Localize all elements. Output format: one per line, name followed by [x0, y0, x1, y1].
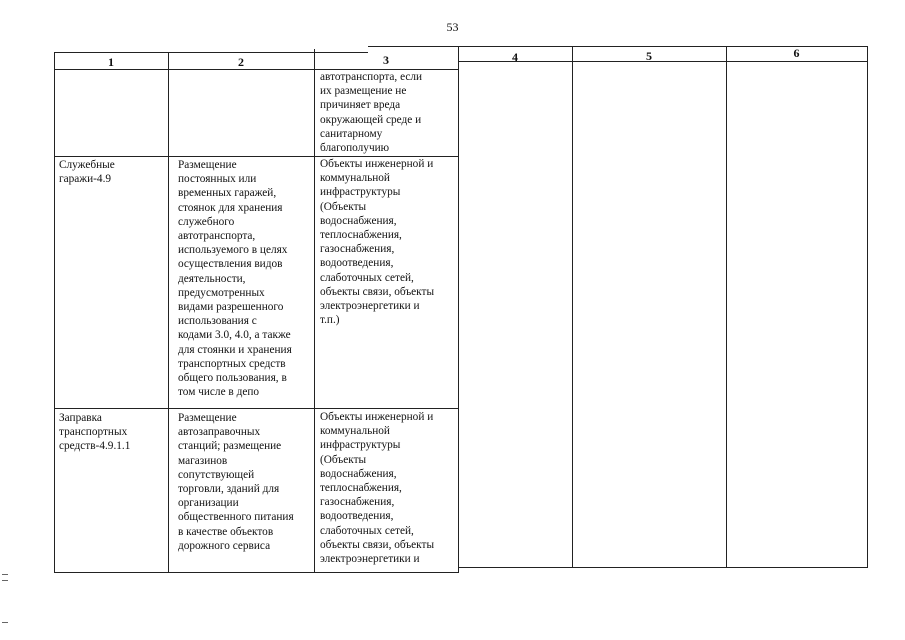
- col-border-2-3: [314, 49, 315, 573]
- header-col-4: 4: [512, 50, 518, 64]
- table-bottom-border-right: [458, 567, 868, 568]
- col-border-4-5: [572, 46, 573, 568]
- row-0-col-3: автотранспорта, если их размещение не причиняет вреда окружающей среде и санитарному благополучию: [320, 71, 423, 155]
- scan-mark: [2, 580, 8, 581]
- header-col-2: 2: [238, 55, 244, 69]
- header-col-3: 3: [383, 53, 389, 67]
- row-2-col-3: Объекты инженерной и коммунальной инфраструктуры (Объекты водоснабжения, теплоснабжения, газоснабжения, водоотведения, слаботочных сетей, объекты связи, объекты электроэнергетики и: [320, 411, 435, 566]
- row-separator-2: [54, 408, 458, 409]
- page-number: 53: [446, 20, 459, 34]
- col-border-5-6: [726, 46, 727, 568]
- row-1-col-3: Объекты инженерной и коммунальной инфраструктуры (Объекты водоснабжения, теплоснабжения, газоснабжения, водоотведения, слаботочных сетей, объекты связи, объекты электроэнергетики и т.п.): [320, 158, 435, 327]
- table-bottom-border: [54, 572, 458, 573]
- row-2-col-1: Заправка транспортных средств-4.9.1.1: [59, 412, 131, 453]
- col-border-3-4: [458, 46, 459, 573]
- scan-mark: [2, 622, 8, 623]
- header-col-5: 5: [646, 49, 652, 63]
- row-1-col-2: Размещение постоянных или временных гаражей, стоянок для хранения служебного автотранспорта, используемого в целях осуществления видов деятельности, предусмотренных видами разрешенного использования с кодами 3.0, 4.0, а также для стоянки и хранения транспортных средств общего пользования, в том числе в депо: [178, 159, 292, 399]
- scan-mark: [2, 574, 8, 575]
- col-border-1-2: [168, 52, 169, 573]
- header-col-6: 6: [793, 46, 800, 60]
- col-border-right: [867, 46, 868, 568]
- header-col-1: 1: [108, 55, 114, 69]
- row-1-col-1: Служебные гаражи-4.9: [59, 159, 115, 186]
- col-border-left: [54, 52, 55, 573]
- row-2-col-2: Размещение автозаправочных станций; размещение магазинов сопутствующей торговли, зданий для организации общественного питания в качестве объектов дорожного сервиса: [178, 412, 294, 552]
